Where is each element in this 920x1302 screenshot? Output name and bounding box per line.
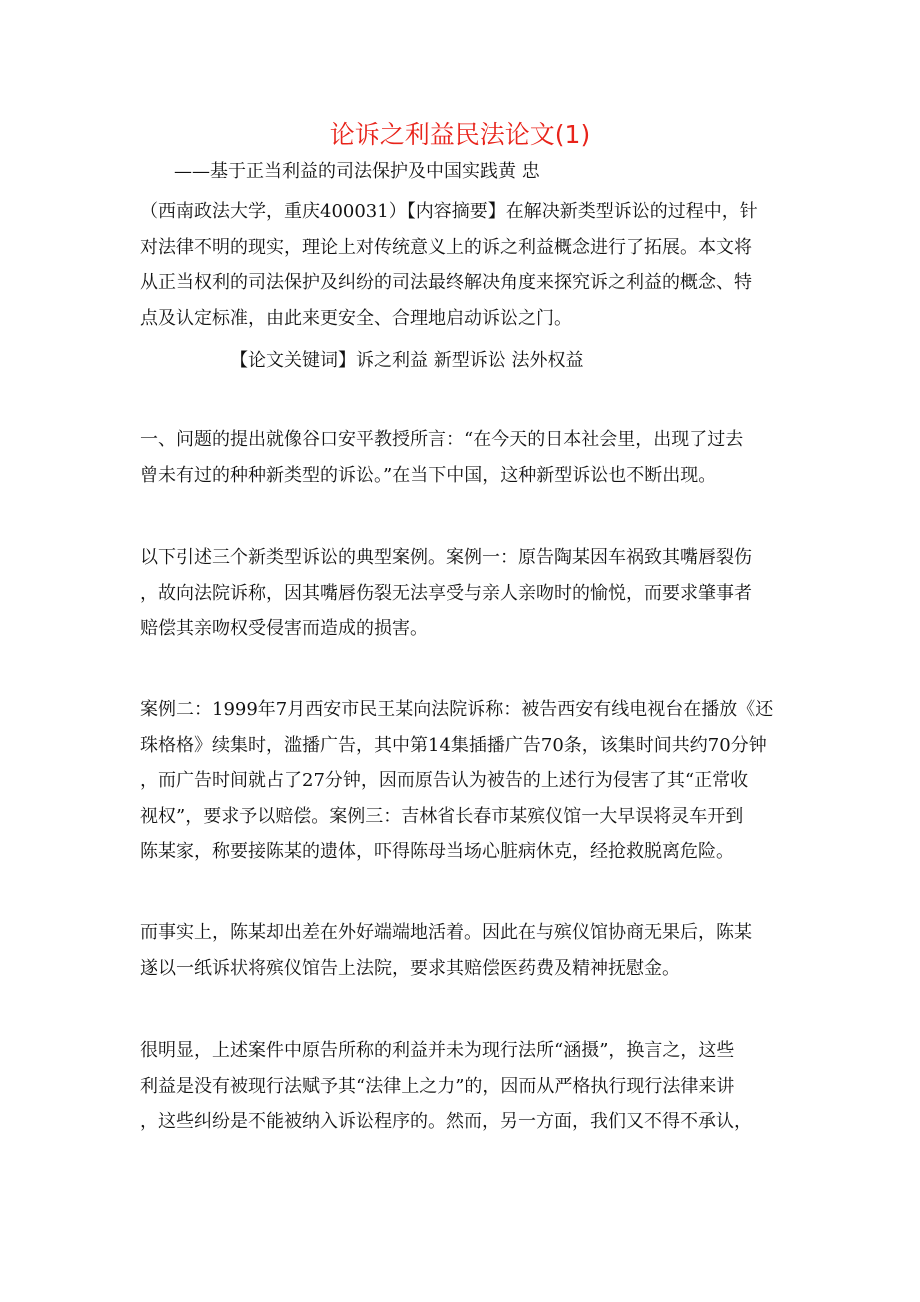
- abstract-line: （西南政法大学，重庆400031）【内容摘要】在解决新类型诉讼的过程中，针: [140, 201, 758, 222]
- body-paragraph: [140, 422, 780, 493]
- paragraph-line: 陈某家，称要接陈某的遗体，吓得陈母当场心脏病休克，经抢救脱离危险。: [140, 841, 734, 862]
- body-paragraph: [140, 540, 780, 647]
- abstract-line: 点及认定标准，由此来更安全、合理地启动诉讼之门。: [140, 307, 572, 329]
- paragraph-line: ，故向法院诉称，因其嘴唇伤裂无法享受与亲人亲吻时的愉悦，而要求肇事者: [140, 582, 752, 604]
- paragraph-line: 视权”，要求予以赔偿。案例三：吉林省长春市某殡仪馆一大早误将灵车开到: [140, 805, 744, 827]
- abstract-line: 从正当权利的司法保护及纠纷的司法最终解决角度来探究诉之利益的概念、特: [140, 272, 752, 293]
- abstract-paragraph: [140, 194, 780, 336]
- paragraph-line: ，这些纠纷是不能被纳入诉讼程序的。然而，另一方面，我们又不得不承认，: [140, 1111, 752, 1132]
- document-title: 论诉之利益民法论文(1): [329, 120, 591, 149]
- paragraph-line: 案例二：1999年7月西安市民王某向法院诉称：被告西安有线电视台在播放《还: [140, 699, 774, 720]
- paragraph-line: 而事实上，陈某却出差在外好端端地活着。因此在与殡仪馆协商无果后，陈某: [140, 922, 752, 943]
- keywords-line: 【论文关键词】诉之利益 新型诉讼 法外权益: [230, 350, 584, 371]
- body-paragraph: [140, 1033, 780, 1140]
- paragraph-line: 珠格格》续集时，滥播广告，其中第14集插播广告70条，该集时间共约70分钟: [140, 734, 767, 756]
- paragraph-line: 很明显，上述案件中原告所称的利益并未为现行法所“涵摄”，换言之，这些: [140, 1040, 735, 1061]
- paragraph-line: 曾未有过的种种新类型的诉讼。”在当下中国，这种新型诉讼也不断出现。: [140, 464, 717, 486]
- paragraph-line: 一、问题的提出就像谷口安平教授所言：“在今天的日本社会里，出现了过去: [140, 429, 744, 450]
- body-paragraph: [140, 915, 780, 986]
- paragraph-line: 利益是没有被现行法赋予其“法律上之力”的，因而从严格执行现行法律来讲: [140, 1075, 735, 1097]
- paragraph-line: ，而广告时间就占了27分钟，因而原告认为被告的上述行为侵害了其“正常收: [140, 770, 749, 791]
- abstract-line: 对法律不明的现实，理论上对传统意义上的诉之利益概念进行了拓展。本文将: [140, 236, 752, 258]
- body-paragraph: [140, 692, 780, 870]
- paragraph-line: 遂以一纸诉状将殡仪馆告上法院，要求其赔偿医药费及精神抚慰金。: [140, 957, 680, 979]
- paragraph-line: 赔偿其亲吻权受侵害而造成的损害。: [140, 618, 428, 639]
- document-subtitle: ——基于正当利益的司法保护及中国实践黄 忠: [174, 161, 540, 182]
- paragraph-line: 以下引述三个新类型诉讼的典型案例。案例一：原告陶某因车祸致其嘴唇裂伤: [140, 547, 752, 568]
